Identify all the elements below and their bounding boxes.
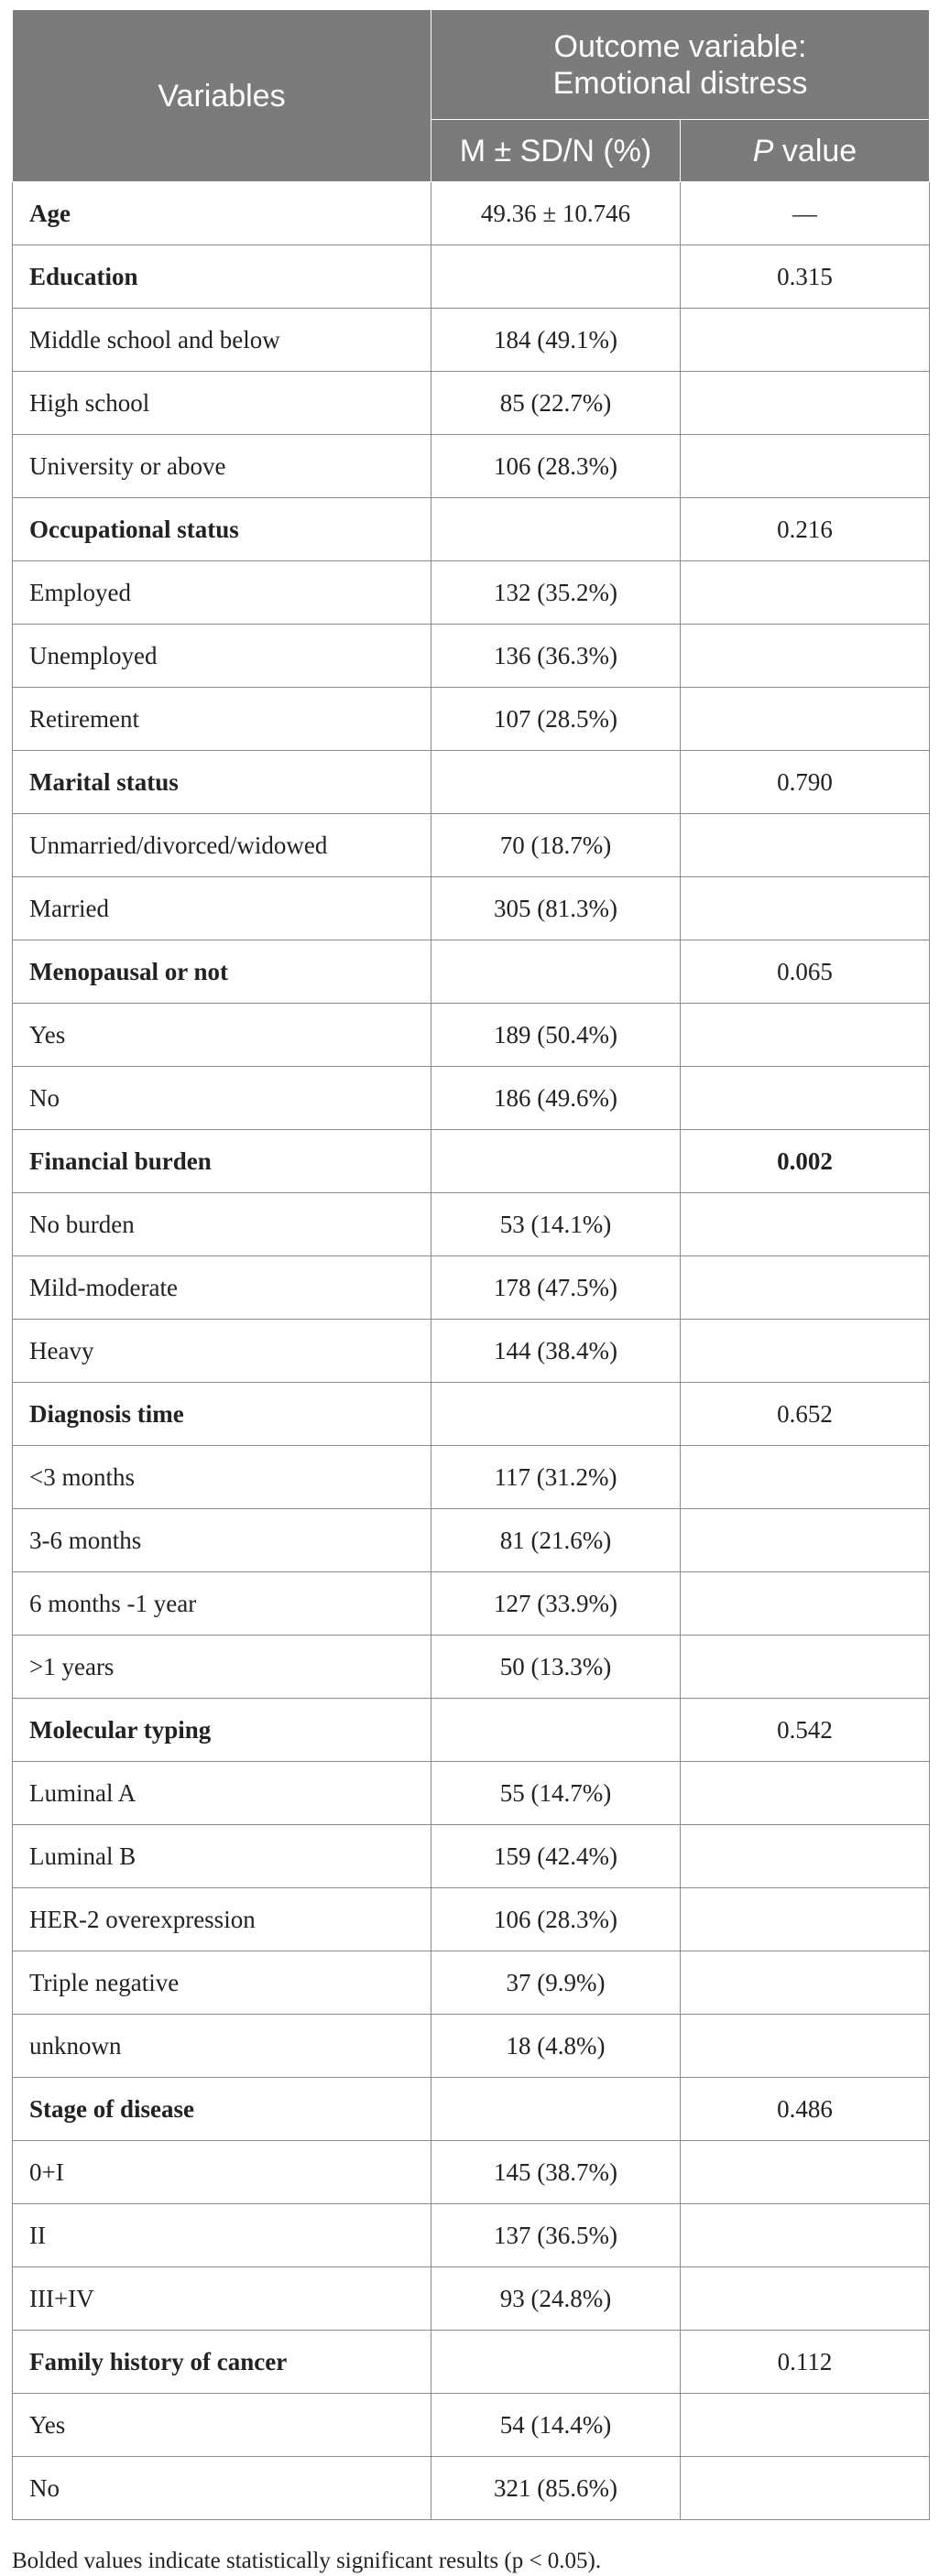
row-label: Retirement (13, 688, 431, 751)
table-row-category (13, 1130, 930, 1193)
row-value: 178 (47.5%) (431, 1256, 681, 1320)
table-row (13, 1888, 930, 1951)
row-value: 70 (18.7%) (431, 814, 681, 877)
row-label: Employed (13, 561, 431, 625)
row-value: 136 (36.3%) (431, 625, 681, 688)
table-row (13, 309, 930, 372)
table-row (13, 1067, 930, 1130)
row-label: 3-6 months (13, 1509, 431, 1572)
row-p-value: 0.216 (681, 498, 930, 561)
table-row (13, 1446, 930, 1509)
table-row (13, 1320, 930, 1383)
table-row (13, 372, 930, 435)
row-label: Molecular typing (13, 1699, 431, 1762)
row-p-value (681, 1067, 930, 1130)
table-row (13, 561, 930, 625)
row-label: No burden (13, 1193, 431, 1256)
row-p-value (681, 372, 930, 435)
row-p-value: 0.486 (681, 2078, 930, 2141)
row-value: 145 (38.7%) (431, 2141, 681, 2204)
row-p-value: 0.315 (681, 245, 930, 309)
row-label: No (13, 2457, 431, 2520)
row-value: 49.36 ± 10.746 (431, 182, 681, 245)
table-row (13, 877, 930, 940)
row-value: 53 (14.1%) (431, 1193, 681, 1256)
row-p-value (681, 2141, 930, 2204)
row-value (431, 751, 681, 814)
row-label: II (13, 2204, 431, 2267)
row-p-value: 0.065 (681, 940, 930, 1004)
row-label: Yes (13, 2394, 431, 2457)
table-row-category (13, 1383, 930, 1446)
table-row (13, 1762, 930, 1825)
row-label: Financial burden (13, 1130, 431, 1193)
row-value: 137 (36.5%) (431, 2204, 681, 2267)
row-p-value: 0.790 (681, 751, 930, 814)
row-p-value (681, 2015, 930, 2078)
table-row-category (13, 940, 930, 1004)
table-row (13, 1636, 930, 1699)
row-p-value: 0.542 (681, 1699, 930, 1762)
row-label: Yes (13, 1004, 431, 1067)
row-value: 132 (35.2%) (431, 561, 681, 625)
row-value: 54 (14.4%) (431, 2394, 681, 2457)
table-row (13, 2204, 930, 2267)
row-label: Stage of disease (13, 2078, 431, 2141)
row-label: Age (13, 182, 431, 245)
row-p-value (681, 2267, 930, 2331)
row-label: III+IV (13, 2267, 431, 2331)
table-row-category (13, 1699, 930, 1762)
table-row-category (13, 2078, 930, 2141)
row-label: High school (13, 372, 431, 435)
table-row (13, 2457, 930, 2520)
row-p-value (681, 688, 930, 751)
row-label: unknown (13, 2015, 431, 2078)
row-label: Marital status (13, 751, 431, 814)
row-value (431, 940, 681, 1004)
row-label: Luminal A (13, 1762, 431, 1825)
row-value: 50 (13.3%) (431, 1636, 681, 1699)
table-row (13, 1256, 930, 1320)
row-p-value: 0.112 (681, 2331, 930, 2394)
row-p-value (681, 1446, 930, 1509)
table-row-category (13, 751, 930, 814)
row-label: <3 months (13, 1446, 431, 1509)
row-value: 305 (81.3%) (431, 877, 681, 940)
table-row (13, 2015, 930, 2078)
row-p-value: 0.652 (681, 1383, 930, 1446)
table-row (13, 1193, 930, 1256)
row-value (431, 1383, 681, 1446)
row-p-value (681, 1888, 930, 1951)
table-row-category (13, 182, 930, 245)
row-value: 55 (14.7%) (431, 1762, 681, 1825)
table-row (13, 625, 930, 688)
row-p-value: 0.002 (681, 1130, 930, 1193)
table-header (13, 10, 930, 182)
row-value (431, 1130, 681, 1193)
row-p-value (681, 2457, 930, 2520)
data-table (12, 9, 930, 2520)
row-value: 186 (49.6%) (431, 1067, 681, 1130)
row-label: >1 years (13, 1636, 431, 1699)
row-label: Occupational status (13, 498, 431, 561)
footnote: Bolded values indicate statistically significant results (p < 0.05). (12, 2549, 602, 2573)
row-p-value (681, 1320, 930, 1383)
table-row (13, 1572, 930, 1636)
stat-column-header: M ± SD/N (%) (431, 120, 681, 182)
table-row (13, 435, 930, 498)
row-value (431, 245, 681, 309)
row-value: 106 (28.3%) (431, 1888, 681, 1951)
row-label: Unemployed (13, 625, 431, 688)
p-value-column-header (681, 120, 930, 182)
row-value: 189 (50.4%) (431, 1004, 681, 1067)
table-row (13, 1825, 930, 1888)
p-italic: P (752, 133, 774, 168)
outcome-header-line2: Emotional distress (552, 65, 808, 101)
row-label: Family history of cancer (13, 2331, 431, 2394)
row-p-value (681, 1509, 930, 1572)
row-value: 184 (49.1%) (431, 309, 681, 372)
row-value (431, 498, 681, 561)
row-value: 93 (24.8%) (431, 2267, 681, 2331)
outcome-header-line1: Outcome variable: (553, 28, 807, 64)
table-container (12, 9, 929, 2573)
table-body (13, 182, 930, 2520)
row-label: Education (13, 245, 431, 309)
row-p-value (681, 814, 930, 877)
row-p-value (681, 625, 930, 688)
row-p-value (681, 877, 930, 940)
row-p-value (681, 309, 930, 372)
row-value: 85 (22.7%) (431, 372, 681, 435)
table-row (13, 2267, 930, 2331)
row-label: 0+I (13, 2141, 431, 2204)
row-p-value (681, 1636, 930, 1699)
row-p-value (681, 1951, 930, 2015)
table-row (13, 814, 930, 877)
row-value: 117 (31.2%) (431, 1446, 681, 1509)
row-label: 6 months -1 year (13, 1572, 431, 1636)
row-label: Married (13, 877, 431, 940)
table-row (13, 2141, 930, 2204)
row-label: University or above (13, 435, 431, 498)
row-value: 18 (4.8%) (431, 2015, 681, 2078)
row-label: Diagnosis time (13, 1383, 431, 1446)
table-row (13, 1951, 930, 2015)
row-label: HER-2 overexpression (13, 1888, 431, 1951)
row-label: Triple negative (13, 1951, 431, 2015)
row-label: Unmarried/divorced/widowed (13, 814, 431, 877)
row-value (431, 1699, 681, 1762)
row-value: 106 (28.3%) (431, 435, 681, 498)
table-row (13, 2394, 930, 2457)
table-row-category (13, 498, 930, 561)
row-label: Menopausal or not (13, 940, 431, 1004)
row-p-value (681, 1572, 930, 1636)
row-value: 159 (42.4%) (431, 1825, 681, 1888)
row-p-value (681, 2394, 930, 2457)
table-row (13, 688, 930, 751)
row-p-value (681, 2204, 930, 2267)
table-row-category (13, 245, 930, 309)
row-p-value (681, 1193, 930, 1256)
row-p-value: — (681, 182, 930, 245)
row-p-value (681, 1256, 930, 1320)
row-value: 107 (28.5%) (431, 688, 681, 751)
row-value: 127 (33.9%) (431, 1572, 681, 1636)
row-value: 81 (21.6%) (431, 1509, 681, 1572)
row-p-value (681, 435, 930, 498)
table-row-category (13, 2331, 930, 2394)
row-p-value (681, 1004, 930, 1067)
outcome-header (431, 10, 930, 120)
row-label: Heavy (13, 1320, 431, 1383)
row-label: No (13, 1067, 431, 1130)
row-value: 144 (38.4%) (431, 1320, 681, 1383)
row-p-value (681, 561, 930, 625)
row-label: Mild-moderate (13, 1256, 431, 1320)
row-p-value (681, 1825, 930, 1888)
row-value: 321 (85.6%) (431, 2457, 681, 2520)
row-label: Luminal B (13, 1825, 431, 1888)
row-label: Middle school and below (13, 309, 431, 372)
variables-header: Variables (13, 10, 431, 182)
row-value: 37 (9.9%) (431, 1951, 681, 2015)
table-row (13, 1509, 930, 1572)
row-value (431, 2331, 681, 2394)
row-value (431, 2078, 681, 2141)
p-rest: value (773, 133, 857, 168)
table-row (13, 1004, 930, 1067)
row-p-value (681, 1762, 930, 1825)
